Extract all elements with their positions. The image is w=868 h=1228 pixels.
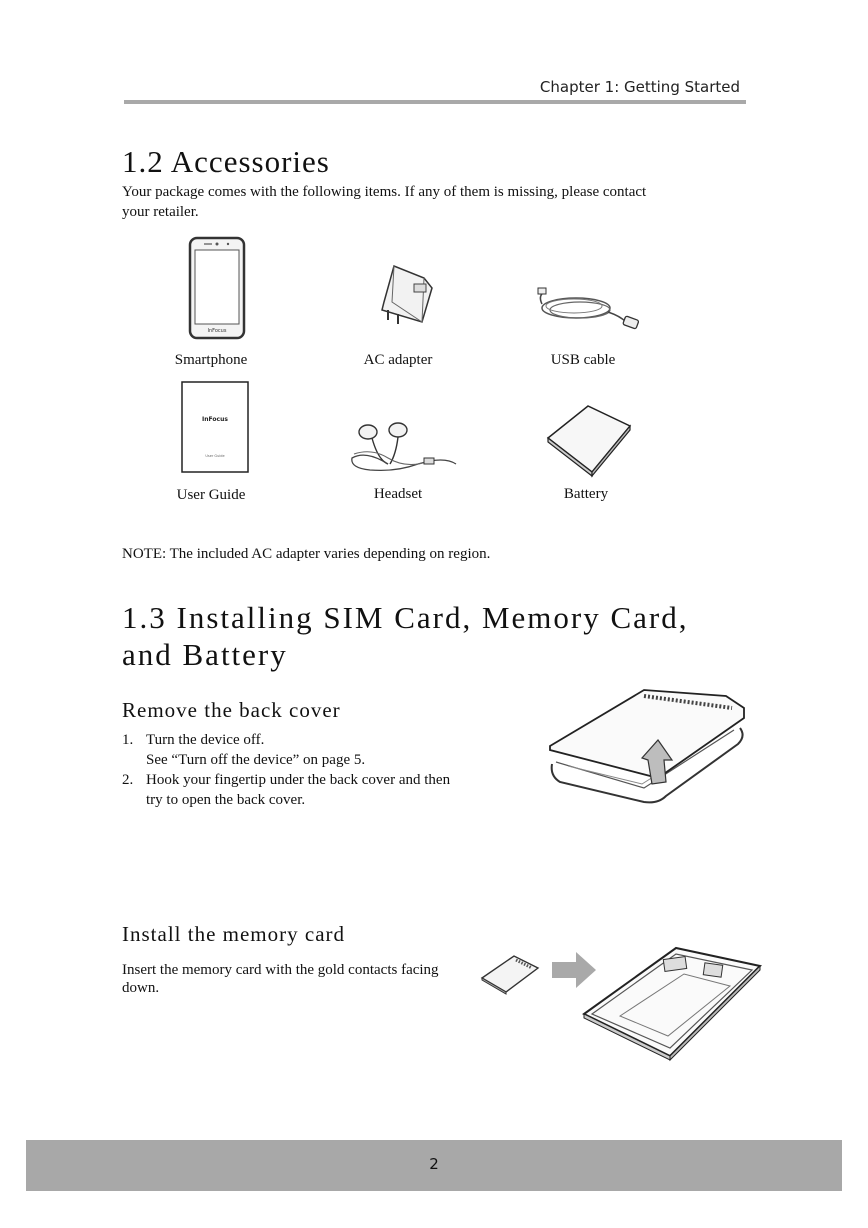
step-2 [122,770,450,790]
step-2-text-line1: Hook your fingertip under the back cover and then [146,772,451,788]
user-guide-illustration [181,381,249,473]
step-1-number: 1. [122,732,134,748]
accessory-label-battery: Battery [563,486,609,502]
page-number: 2 [429,1155,439,1173]
chapter-title: Chapter 1: Getting Started [539,78,740,96]
step-2-text-line2: try to open the back cover. [146,792,306,808]
guide-subtitle-text: User Guide [205,454,225,458]
ac-adapter-illustration [374,262,438,330]
header-divider [124,100,746,104]
section-heading-install-line1: 1.3 Installing SIM Card, Memory Card, [122,600,689,635]
accessory-label-usb-cable: USB cable [550,352,616,368]
smartphone-illustration [188,236,246,340]
step-1-text: Turn the device off. [146,732,265,748]
step-1-detail: See “Turn off the device” on page 5. [146,752,366,768]
memory-card-instruction-line1: Insert the memory card with the gold contacts facing [122,962,439,978]
phone-interior-illustration [580,944,766,1062]
battery-illustration [546,404,632,476]
subheading-install-memory-card: Install the memory card [122,922,346,946]
accessory-label-smartphone: Smartphone [174,352,248,368]
step-1 [122,730,264,750]
accessory-label-ac-adapter: AC adapter [363,352,433,368]
memory-card-instruction-line2: down. [122,980,160,996]
accessories-intro: Your package comes with the following items. If any of them is missing, please contact your retailer. [122,184,647,220]
memory-card-illustration [480,954,540,994]
section-heading-install-line2: and Battery [122,637,288,672]
accessory-label-headset: Headset [373,486,423,502]
usb-cable-illustration [536,286,642,334]
subheading-remove-back-cover: Remove the back cover [122,698,341,722]
phone-brand-text: InFocus [207,328,227,334]
guide-brand-text: InFocus [202,416,228,423]
accessories-note: NOTE: The included AC adapter varies depending on region. [122,546,491,562]
step-2-number: 2. [122,772,134,788]
accessory-label-user-guide: User Guide [176,487,246,503]
headset-illustration [348,420,460,478]
section-heading-accessories: 1.2 Accessories [122,144,330,179]
back-cover-removal-illustration [548,688,748,806]
